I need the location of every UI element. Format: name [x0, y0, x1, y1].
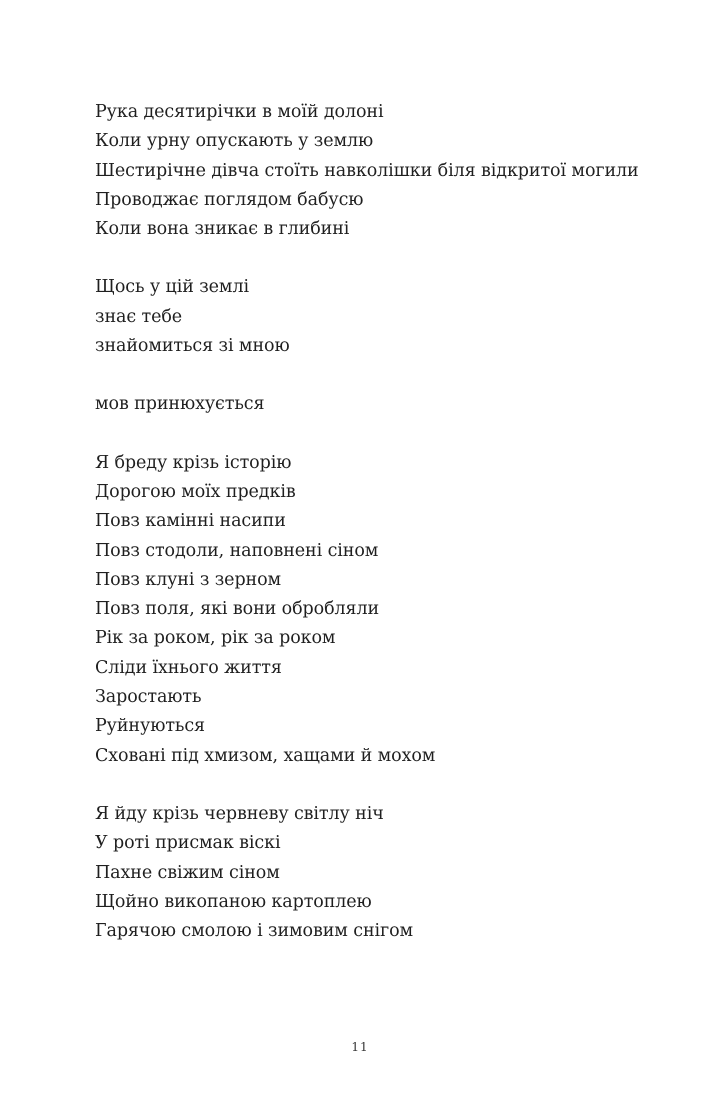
poem-line: Я бреду крізь історію [95, 452, 292, 473]
poem-line: Сліди їхнього життя [95, 657, 282, 678]
poem-line: Шестирічне дівча стоїть навколішки біля відкритої могили [95, 160, 639, 181]
poem-line: Заростають [95, 687, 202, 708]
poem-line: Я йду крізь червневу світлу ніч [95, 803, 384, 824]
poem-line: Руйнуються [95, 716, 205, 737]
poem-line: Повз стодоли, наповнені сіном [95, 540, 379, 561]
poem-line: знає тебе [95, 306, 183, 327]
poem-line: Гарячою смолою і зимовим снігом [95, 921, 414, 942]
stanza-1 [95, 98, 695, 244]
stanza-5 [95, 800, 695, 946]
poem-line: У роті присмак віскі [95, 833, 281, 854]
poem-line: Щось у цій землі [95, 277, 249, 298]
poem-line: Коли вона зникає в глибині [95, 219, 350, 240]
poem-line: Повз поля, які вони обробляли [95, 599, 380, 620]
poem-line: Щойно викопаною картоплею [95, 891, 372, 912]
poem-line: мов принюхується [95, 394, 265, 415]
poem-line: Повз камінні насипи [95, 511, 286, 532]
poem-line: Повз клуні з зерном [95, 569, 282, 590]
stanza-2 [95, 273, 695, 361]
poem-line: Рука десятирічки в моїй долоні [95, 102, 384, 122]
poem-line: знайомиться зі мною [95, 336, 290, 357]
poem [95, 98, 695, 975]
stanza-4 [95, 449, 695, 771]
poem-line: Коли урну опускають у землю [95, 131, 374, 152]
poem-line: Сховані під хмизом, хащами й мохом [95, 745, 436, 766]
page-number: 11 [351, 1040, 369, 1054]
poem-line: Дорогою моїх предків [95, 481, 296, 502]
poem-line: Пахне свіжим сіном [95, 862, 280, 883]
poem-line: Проводжає поглядом бабусю [95, 189, 364, 210]
stanza-3 [95, 390, 695, 419]
poem-line: Рік за роком, рік за роком [95, 628, 336, 649]
